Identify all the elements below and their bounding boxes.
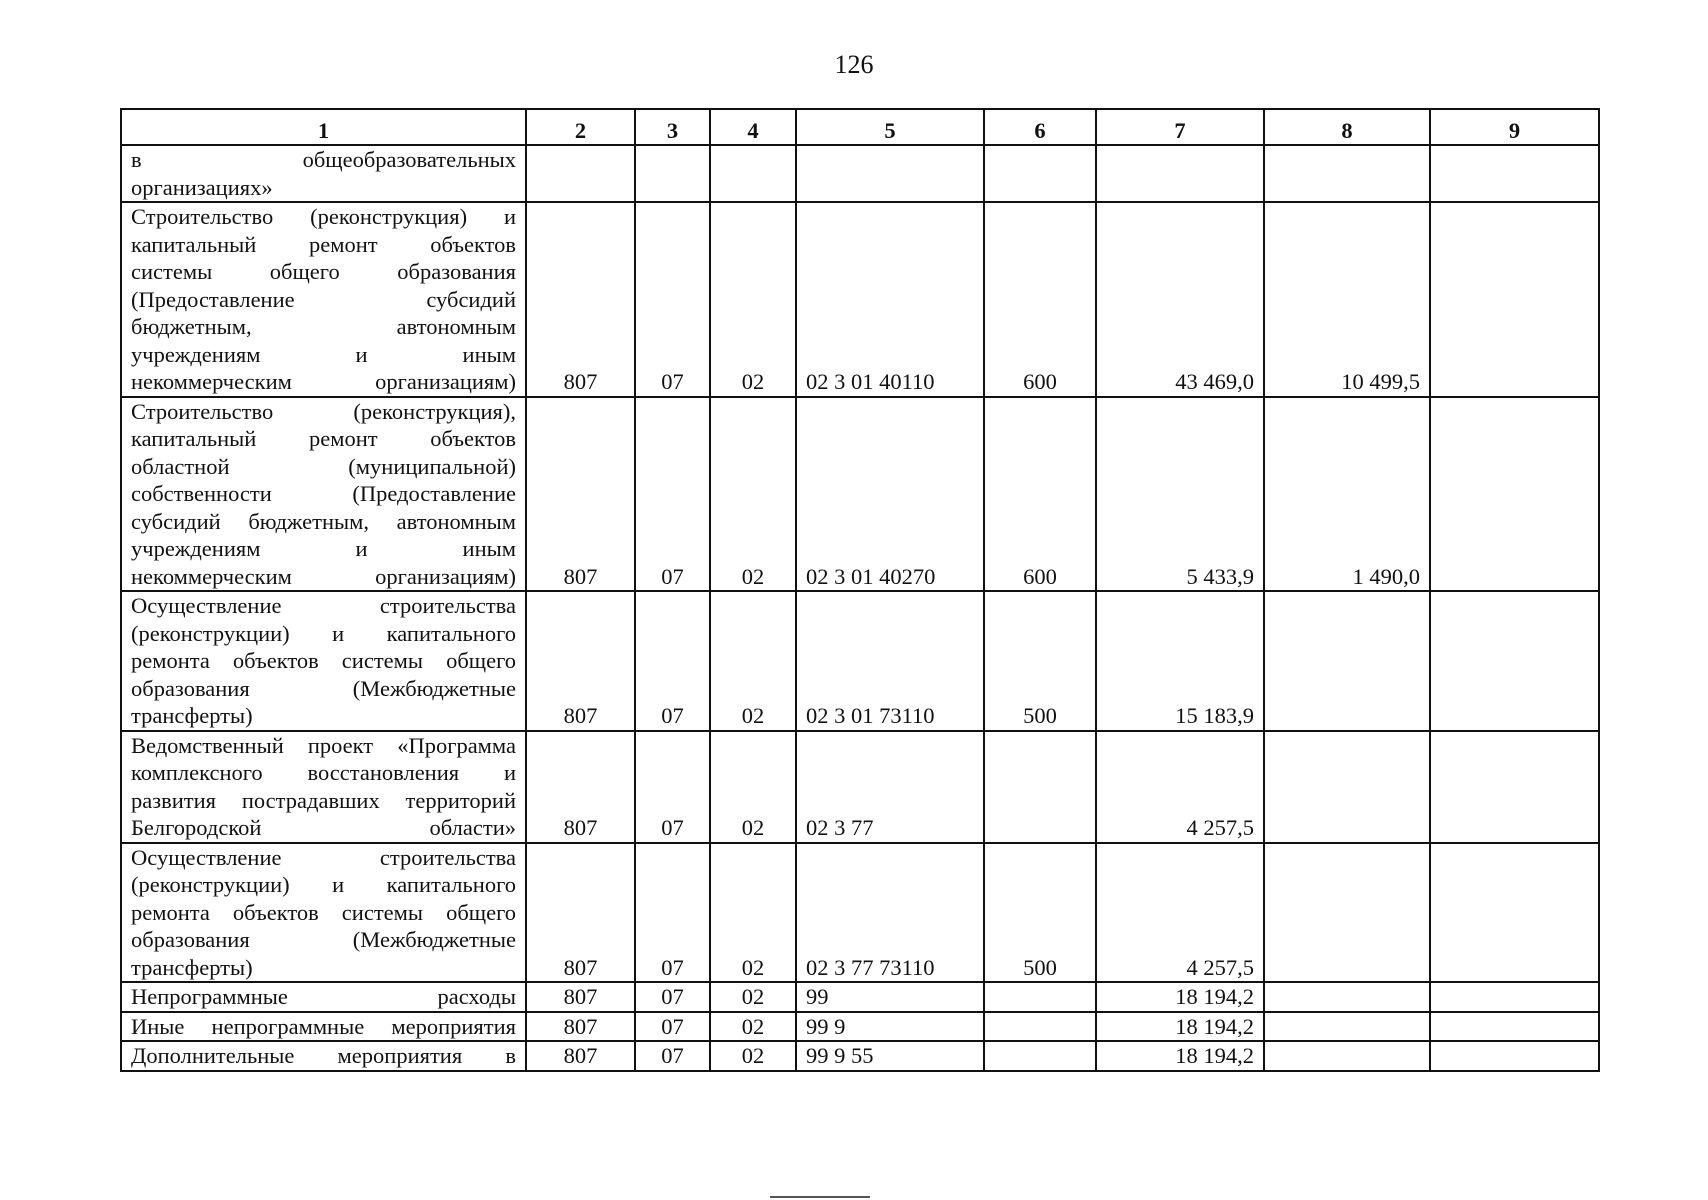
cell-subsection-code: 02	[710, 202, 796, 397]
cell-section-code: 07	[635, 1041, 710, 1071]
cell-target-article: 02 3 01 73110	[796, 591, 984, 731]
header-row	[121, 109, 1599, 145]
cell-amount-col8	[1264, 1041, 1430, 1071]
description-line: капитальный ремонт объектов	[131, 231, 516, 257]
cell-ministry-code: 807	[526, 982, 635, 1012]
table-row	[121, 843, 1599, 983]
header-col-3: 3	[635, 109, 710, 145]
description-line: Строительство (реконструкция) и	[131, 204, 516, 229]
description-line: учреждениям и иным	[131, 341, 516, 367]
cell-target-article: 02 3 77 73110	[796, 843, 984, 983]
cell-expense-type	[984, 731, 1096, 843]
table-row	[121, 397, 1599, 592]
cell-amount-col8	[1264, 145, 1430, 202]
cell-amount-col9	[1430, 982, 1599, 1012]
footer-divider	[770, 1196, 870, 1198]
description-line: (реконструкции) и капитального	[131, 872, 516, 897]
header-col-9: 9	[1430, 109, 1599, 145]
header-col-2: 2	[526, 109, 635, 145]
description-line: ремонта объектов системы общего	[131, 899, 516, 925]
table-row	[121, 982, 1599, 1012]
table-row	[121, 591, 1599, 731]
description-line: некоммерческим организациям)	[131, 563, 516, 589]
page-number: 126	[834, 50, 874, 79]
cell-subsection-code: 02	[710, 1041, 796, 1071]
cell-description	[121, 202, 526, 397]
header-col-5: 5	[796, 109, 984, 145]
cell-amount-col7: 18 194,2	[1096, 1041, 1264, 1071]
cell-expense-type	[984, 145, 1096, 202]
cell-description	[121, 843, 526, 983]
description-line: Белгородской области»	[131, 815, 516, 840]
description-line: комплексного восстановления и	[131, 760, 516, 785]
cell-subsection-code: 02	[710, 397, 796, 592]
description-line: некоммерческим организациям)	[131, 369, 516, 394]
cell-amount-col7: 15 183,9	[1096, 591, 1264, 731]
header-col-8: 8	[1264, 109, 1430, 145]
table-row	[121, 1012, 1599, 1042]
cell-amount-col7: 4 257,5	[1096, 731, 1264, 843]
cell-description	[121, 397, 526, 592]
cell-description	[121, 591, 526, 731]
cell-ministry-code: 807	[526, 397, 635, 592]
cell-amount-col8	[1264, 591, 1430, 731]
cell-amount-col7: 18 194,2	[1096, 982, 1264, 1012]
cell-description	[121, 145, 526, 202]
cell-expense-type: 500	[984, 843, 1096, 983]
cell-amount-col9	[1430, 1041, 1599, 1071]
cell-subsection-code: 02	[710, 1012, 796, 1042]
cell-section-code	[635, 145, 710, 202]
cell-section-code: 07	[635, 591, 710, 731]
cell-description	[121, 731, 526, 843]
table-row	[121, 202, 1599, 397]
description-line: Дополнительные мероприятия в	[131, 1043, 516, 1068]
cell-amount-col9	[1430, 397, 1599, 592]
header-col-1: 1	[121, 109, 526, 145]
cell-amount-col7: 4 257,5	[1096, 843, 1264, 983]
description-line: капитальный ремонт объектов	[131, 426, 516, 451]
header-col-4: 4	[710, 109, 796, 145]
cell-target-article	[796, 145, 984, 202]
cell-subsection-code	[710, 145, 796, 202]
table-row	[121, 1041, 1599, 1071]
cell-amount-col9	[1430, 591, 1599, 731]
description-line: в общеобразовательных	[131, 147, 516, 172]
cell-amount-col8	[1264, 731, 1430, 843]
description-line: Ведомственный проект «Программа	[131, 732, 516, 758]
table-row	[121, 731, 1599, 843]
description-line: Непрограммные расходы	[131, 984, 516, 1009]
description-line: Осуществление строительства	[131, 844, 516, 870]
description-line: Иные непрограммные мероприятия	[131, 1013, 516, 1039]
cell-section-code: 07	[635, 731, 710, 843]
description-line: образования (Межбюджетные	[131, 927, 516, 952]
cell-amount-col9	[1430, 731, 1599, 843]
description-line: бюджетным, автономным	[131, 314, 516, 339]
cell-amount-col7	[1096, 145, 1264, 202]
description-line: Строительство (реконструкция),	[131, 398, 516, 424]
cell-ministry-code: 807	[526, 591, 635, 731]
description-line: ремонта объектов системы общего	[131, 648, 516, 673]
cell-subsection-code: 02	[710, 591, 796, 731]
cell-ministry-code: 807	[526, 202, 635, 397]
cell-target-article: 02 3 01 40270	[796, 397, 984, 592]
table-header	[121, 109, 1599, 145]
cell-expense-type: 600	[984, 202, 1096, 397]
budget-table	[120, 108, 1600, 1072]
cell-amount-col9	[1430, 145, 1599, 202]
header-col-6: 6	[984, 109, 1096, 145]
cell-subsection-code: 02	[710, 843, 796, 983]
cell-description	[121, 1041, 526, 1071]
cell-expense-type: 600	[984, 397, 1096, 592]
cell-amount-col9	[1430, 1012, 1599, 1042]
description-line: трансферты)	[131, 954, 253, 980]
cell-expense-type	[984, 1041, 1096, 1071]
cell-section-code: 07	[635, 982, 710, 1012]
cell-amount-col8: 10 499,5	[1264, 202, 1430, 397]
cell-amount-col8	[1264, 1012, 1430, 1042]
cell-ministry-code	[526, 145, 635, 202]
cell-target-article: 02 3 01 40110	[796, 202, 984, 397]
description-line: учреждениям и иным	[131, 536, 516, 561]
cell-amount-col8	[1264, 982, 1430, 1012]
cell-amount-col7: 18 194,2	[1096, 1012, 1264, 1042]
description-line: трансферты)	[131, 703, 253, 728]
cell-target-article: 02 3 77	[796, 731, 984, 843]
description-line: (реконструкции) и капитального	[131, 620, 516, 646]
cell-description	[121, 1012, 526, 1042]
cell-section-code: 07	[635, 1012, 710, 1042]
cell-description	[121, 982, 526, 1012]
cell-ministry-code: 807	[526, 843, 635, 983]
description-line: собственности (Предоставление	[131, 481, 516, 506]
header-col-7: 7	[1096, 109, 1264, 145]
description-line: Осуществление строительства	[131, 593, 516, 618]
cell-amount-col8: 1 490,0	[1264, 397, 1430, 592]
cell-amount-col8	[1264, 843, 1430, 983]
cell-amount-col7: 5 433,9	[1096, 397, 1264, 592]
cell-expense-type	[984, 1012, 1096, 1042]
cell-section-code: 07	[635, 397, 710, 592]
description-line: организациях»	[131, 174, 273, 200]
cell-amount-col7: 43 469,0	[1096, 202, 1264, 397]
cell-subsection-code: 02	[710, 731, 796, 843]
cell-section-code: 07	[635, 202, 710, 397]
description-line: областной (муниципальной)	[131, 453, 516, 479]
cell-ministry-code: 807	[526, 1012, 635, 1042]
cell-target-article: 99 9 55	[796, 1041, 984, 1071]
cell-target-article: 99	[796, 982, 984, 1012]
cell-target-article: 99 9	[796, 1012, 984, 1042]
table-body	[121, 145, 1599, 1071]
cell-ministry-code: 807	[526, 1041, 635, 1071]
table-row	[121, 145, 1599, 202]
cell-amount-col9	[1430, 202, 1599, 397]
description-line: системы общего образования	[131, 259, 516, 284]
cell-expense-type	[984, 982, 1096, 1012]
cell-subsection-code: 02	[710, 982, 796, 1012]
description-line: развития пострадавших территорий	[131, 787, 516, 813]
description-line: образования (Межбюджетные	[131, 675, 516, 701]
description-line: субсидий бюджетным, автономным	[131, 508, 516, 534]
description-line: (Предоставление субсидий	[131, 286, 516, 312]
cell-expense-type: 500	[984, 591, 1096, 731]
cell-ministry-code: 807	[526, 731, 635, 843]
cell-amount-col9	[1430, 843, 1599, 983]
cell-section-code: 07	[635, 843, 710, 983]
